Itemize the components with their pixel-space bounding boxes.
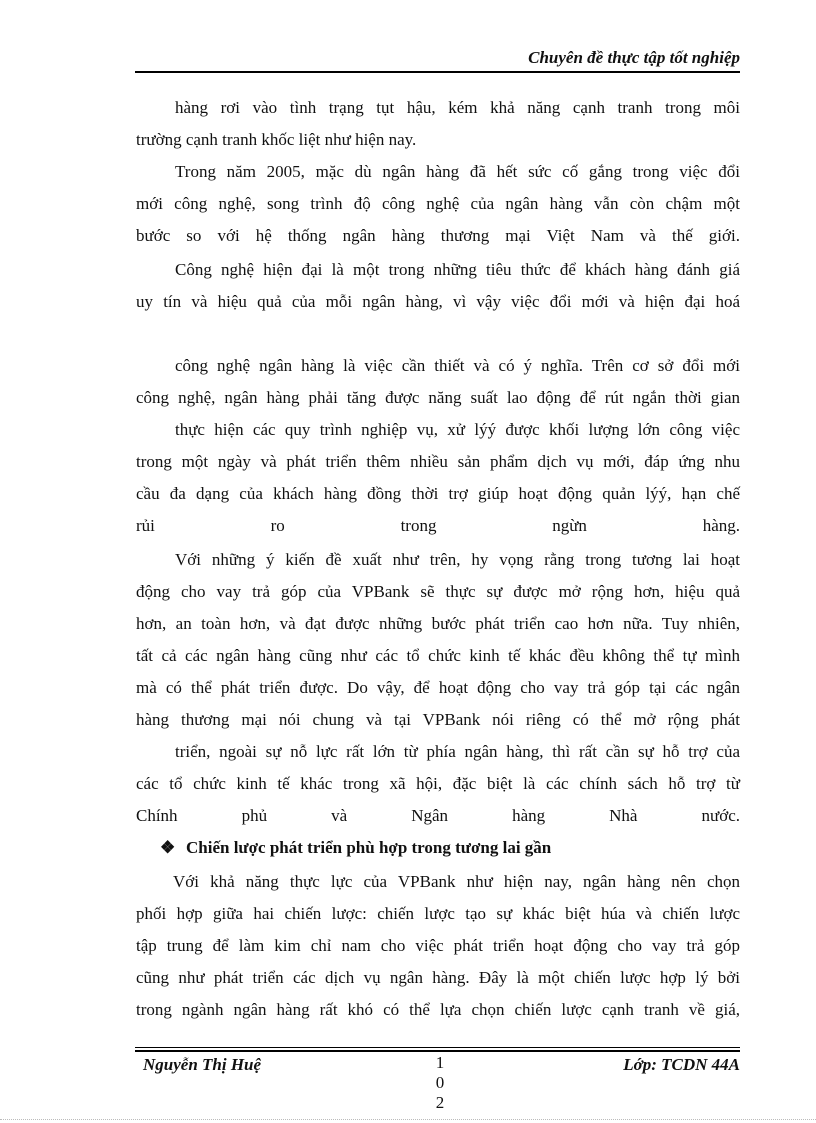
- text-line: triển, ngoài sự nỗ lực rất lớn từ phía ngân hàng, thì rất cần sự hỗ trợ của: [175, 742, 740, 761]
- text-line: mới công nghệ, song trình độ công nghệ của ngân hàng vẫn còn chậm một: [136, 194, 740, 213]
- text-line: rủi ro trong ngừn hàng.: [136, 516, 740, 535]
- text-line: trong một ngày và phát triển thêm nhiều sản phẩm dịch vụ mới, đáp ứng nhu: [136, 452, 740, 471]
- text-line: thực hiện các quy trình nghiệp vụ, xử lýý được khối lượng lớn công việc: [175, 420, 740, 439]
- text-line: hơn, an toàn hơn, và đạt được những bước phát triển cao hơn nữa. Tuy nhiên,: [136, 614, 740, 633]
- text-line: Với khả năng thực lực của VPBank như hiện nay, ngân hàng nên chọn: [173, 872, 740, 891]
- text-line: trường cạnh tranh khốc liệt như hiện nay.: [136, 130, 417, 149]
- page-edge: [0, 1119, 816, 1120]
- text-line: hàng rơi vào tình trạng tụt hậu, kém khả năng cạnh tranh trong môi: [175, 98, 740, 117]
- page-number-digit: 1: [435, 1053, 445, 1072]
- header-rule: [135, 71, 740, 73]
- text-line: hàng thương mại nói chung và tại VPBank nói riêng có thể mở rộng phát: [136, 710, 740, 729]
- footer-rule: [135, 1047, 740, 1048]
- text-line: các tổ chức kinh tế khác trong xã hội, đặc biệt là các chính sách hỗ trợ từ: [136, 774, 740, 793]
- section-heading-text: Chiến lược phát triển phù hợp trong tương lai gần: [186, 838, 552, 857]
- footer-author: Nguyễn Thị Huệ: [143, 1055, 262, 1074]
- text-line: Chính phủ và Ngân hàng Nhà nước.: [136, 806, 740, 825]
- text-line: tất cả các ngân hàng cũng như các tổ chức kinh tế khác đều không thể tự mình: [136, 646, 740, 665]
- text-line: tập trung để làm kim chỉ nam cho việc phát triển hoạt động cho vay trả góp: [136, 936, 740, 955]
- text-line: cầu đa dạng của khách hàng đồng thời trợ giúp hoạt động quản lýý, hạn chế: [136, 484, 740, 503]
- page-number: [432, 1053, 448, 1113]
- text-line: bước so với hệ thống ngân hàng thương mại Việt Nam và thế giới.: [136, 226, 740, 245]
- text-line: trong ngành ngân hàng rất khó có thể lựa chọn chiến lược cạnh tranh về giá,: [136, 1000, 740, 1019]
- section-heading: [160, 838, 740, 858]
- text-line: Công nghệ hiện đại là một trong những tiêu thức để khách hàng đánh giá: [175, 260, 740, 279]
- page-number-digit: 0: [435, 1073, 445, 1092]
- text-line: phối hợp giữa hai chiến lược: chiến lược tạo sự khác biệt húa và chiến lược: [136, 904, 740, 923]
- text-line: công nghệ, ngân hàng phải tăng được năng suất lao động để rút ngắn thời gian: [136, 388, 740, 407]
- text-line: cũng như phát triển các dịch vụ ngân hàng. Đây là một chiến lược hợp lý bởi: [136, 968, 740, 987]
- text-line: động cho vay trả góp của VPBank sẽ thực sự được mở rộng hơn, hiệu quả: [136, 582, 740, 601]
- text-line: mà có thể phát triển được. Do vậy, để hoạt động cho vay trả góp tại các ngân: [136, 678, 740, 697]
- footer-class-label: Lớp: TCDN 44A: [623, 1055, 740, 1074]
- text-line: công nghệ ngân hàng là việc cần thiết và có ý nghĩa. Trên cơ sở đổi mới: [175, 356, 740, 375]
- text-line: uy tín và hiệu quả của mỗi ngân hàng, vì vậy việc đổi mới và hiện đại hoá: [136, 292, 740, 311]
- text-line: Với những ý kiến đề xuất như trên, hy vọng rằng trong tương lai hoạt: [175, 550, 740, 569]
- header-title: Chuyên đề thực tập tốt nghiệp: [528, 48, 740, 67]
- diamond-bullet-icon: ❖: [160, 838, 176, 857]
- page-number-digit: 2: [435, 1093, 445, 1112]
- text-line: Trong năm 2005, mặc dù ngân hàng đã hết sức cố gắng trong việc đổi: [175, 162, 740, 181]
- footer-rule: [135, 1050, 740, 1052]
